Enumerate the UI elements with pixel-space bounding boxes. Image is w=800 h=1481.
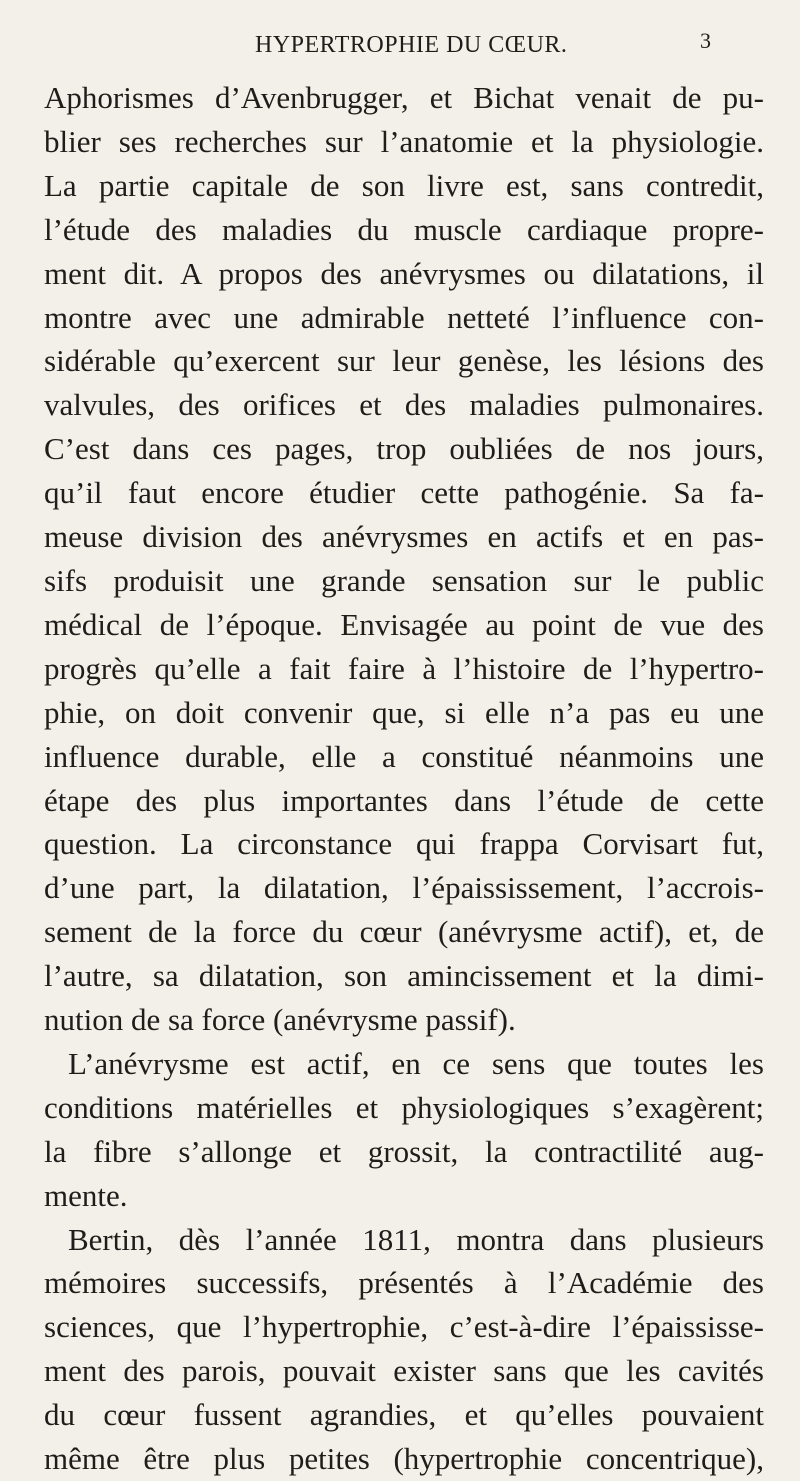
body-text: [44, 76, 764, 1481]
text-line: médical de l’époque. Envisagée au point de vue des: [44, 606, 764, 642]
text-line: d’une part, la dilatation, l’épaississement, l’accrois-: [44, 870, 764, 906]
text-line: l’étude des maladies du muscle cardiaque propre-: [44, 211, 764, 247]
text-line: question. La circonstance qui frappa Corvisart fut,: [44, 826, 764, 862]
text-line: mente.: [44, 1177, 128, 1213]
text-line: progrès qu’elle a fait faire à l’histoire de l’hypertro-: [44, 650, 764, 686]
text-line: phie, on doit convenir que, si elle n’a pas eu une: [44, 694, 764, 730]
text-line: sidérable qu’exercent sur leur genèse, les lésions des: [44, 343, 764, 379]
text-line: blier ses recherches sur l’anatomie et la physiologie.: [44, 123, 764, 159]
text-line: conditions matérielles et physiologiques s’exagèrent;: [44, 1089, 764, 1125]
text-line: meuse division des anévrysmes en actifs et en pas-: [44, 519, 764, 555]
text-line: la fibre s’allonge et grossit, la contractilité aug-: [44, 1133, 764, 1169]
text-line: Aphorismes d’Avenbrugger, et Bichat venait de pu-: [44, 80, 764, 115]
text-line: sciences, que l’hypertrophie, c’est-à-dire l’épaississe-: [44, 1309, 764, 1345]
text-line: La partie capitale de son livre est, sans contredit,: [44, 167, 764, 203]
text-line: qu’il faut encore étudier cette pathogénie. Sa fa-: [44, 475, 764, 511]
text-line: sement de la force du cœur (anévrysme actif), et, de: [44, 914, 764, 950]
page-number: 3: [700, 28, 711, 53]
text-line: du cœur fussent agrandies, et qu’elles pouvaient: [44, 1397, 764, 1433]
text-line: ment dit. A propos des anévrysmes ou dilatations, il: [44, 255, 764, 291]
text-line: L’anévrysme est actif, en ce sens que toutes les: [68, 1045, 764, 1081]
text-line: étape des plus importantes dans l’étude de cette: [44, 782, 764, 818]
text-line: même être plus petites (hypertrophie concentrique),: [44, 1441, 764, 1477]
text-line: ment des parois, pouvait exister sans que les cavités: [44, 1353, 764, 1389]
text-line: influence durable, elle a constitué néanmoins une: [44, 738, 764, 774]
text-line: Bertin, dès l’année 1811, montra dans plusieurs: [68, 1221, 764, 1257]
text-line: montre avec une admirable netteté l’influence con-: [44, 299, 764, 335]
running-head: [0, 28, 800, 68]
text-line: l’autre, sa dilatation, son amincissement et la dimi-: [44, 958, 764, 994]
text-line: C’est dans ces pages, trop oubliées de nos jours,: [44, 431, 764, 467]
running-title: HYPERTROPHIE DU CŒUR.: [255, 32, 568, 58]
text-line: mémoires successifs, présentés à l’Académie des: [44, 1265, 764, 1301]
text-line: nution de sa force (anévrysme passif).: [44, 1002, 516, 1038]
text-line: valvules, des orifices et des maladies pulmonaires.: [44, 387, 764, 423]
text-line: sifs produisit une grande sensation sur le public: [44, 562, 764, 598]
